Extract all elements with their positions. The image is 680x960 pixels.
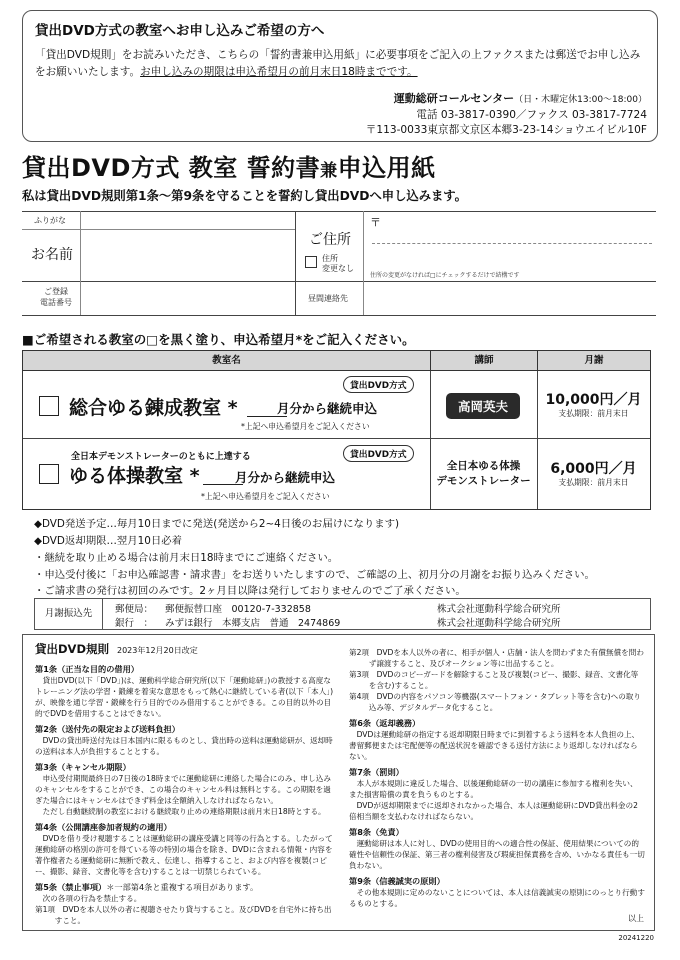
teacher-demonstrator-line2: デモンストレーター <box>436 475 531 487</box>
rules-end: 以上 <box>628 914 644 923</box>
notice-body <box>35 47 647 81</box>
article-5-text: 次の各項の行為を禁止する。 <box>42 894 142 903</box>
bullet-invoice: ・ご請求書の発行は初回のみです。2ヶ月目以降は発行しておりませんのでご了承ください。 <box>34 585 466 597</box>
article-9-heading: 第9条（信義誠実の原則） <box>349 876 445 886</box>
address-note: 住所の変更がなければ□にチェックするだけで結構です <box>370 272 520 279</box>
address-label: ご住所 <box>309 232 351 248</box>
call-center-name: 運動総研コールセンター <box>393 92 515 105</box>
article-5-heading <box>35 882 335 893</box>
article-5-item-4: 第4項 DVDの内容をパソコン等機器(スマートフォン・タブレット等を含む)への取り込み等、デジタルデータ化すること。 <box>349 692 641 712</box>
section-heading: ■ご希望される教室の□を黒く塗り、申込希望月*をご記入ください。 <box>22 332 415 347</box>
teacher-demonstrator-line1: 全日本ゆる体操 <box>446 460 521 472</box>
month-note-yuru: *上記へ申込希望月をご記入ください <box>201 492 330 501</box>
rules-box <box>22 634 655 931</box>
address-unchanged-checkbox[interactable] <box>305 256 317 268</box>
page-title <box>22 148 436 183</box>
class-name-yuru: ゆる体操教室 * <box>69 465 200 487</box>
notice-body-text: 「貸出DVD規則」をお読みいただき、こちらの「誓約書兼申込用紙」に必要事項をご記入の上ファクスまたは郵送でお申し込みをお願いいたします。 <box>35 49 641 78</box>
phone-field[interactable] <box>82 283 293 313</box>
class-table <box>22 350 651 510</box>
article-4-heading: 第4条（公開講座参加者規約の適用） <box>35 822 172 832</box>
payment-bank-holder: 株式会社運動科学総合研究所 <box>437 618 561 629</box>
address-unchanged-line1: 住所 <box>322 254 338 263</box>
teacher-demonstrator <box>430 459 537 489</box>
article-7-heading: 第7条（罰則） <box>349 767 404 777</box>
payment-bank-account: みずほ銀行 本郷支店 普通 2474869 <box>165 618 341 629</box>
payment-due-yuru: 支払期限：前月末日 <box>558 478 629 487</box>
article-3-text-2: ただし自動継続制の教室における継続取り止めの連絡期限は前月末日18時とする。 <box>42 807 326 816</box>
article-8-text: 運動総研は本人に対し、DVDの使用目的への適合性の保証、使用結果についての的確性や信頼性の保証、第三者の権利侵害及び瑕疵担保責務を含め、いかなる責任も一切負わない。 <box>349 839 645 870</box>
name-field[interactable] <box>82 231 293 279</box>
page-title-part3: 申込用紙 <box>337 154 436 182</box>
article-2-text: DVDの貸出時送付先は日本国内に限るものとし、貸出時の送料は運動総研が、返却時の送料は本人が負担することとする。 <box>35 736 333 756</box>
furigana-field[interactable] <box>82 213 293 227</box>
article-1-heading: 第1条（正当な目的の借用） <box>35 664 139 674</box>
notice-deadline: お申し込みの期限は申込希望月の前月末日18時までです。 <box>140 66 418 78</box>
phone-label-line2: 電話番号 <box>40 298 72 307</box>
payment-label: 月謝振込先 <box>35 599 103 629</box>
month-text-yuru: 月分から継続申込 <box>235 470 336 485</box>
article-6-text: DVDは運動総研の指定する返却期限日時までに到着するよう送料を本人負担の上、書留郵便または宅配便等の配送状況を確認できる送付方法により返却しなければならない。 <box>349 730 640 761</box>
article-8-heading: 第8条（免責） <box>349 827 404 837</box>
header-class-name: 教室名 <box>23 351 430 371</box>
rules-right-column <box>349 647 645 909</box>
article-2-heading: 第2条（送付先の限定および送料負担） <box>35 724 180 734</box>
article-5-note: ＊一部第4条と重複する項目があります。 <box>106 882 259 892</box>
article-3-heading: 第3条（キャンセル期限） <box>35 762 131 772</box>
day-contact-field[interactable] <box>366 283 654 313</box>
dvd-badge: 貸出DVD方式 <box>343 445 414 462</box>
article-5-item-1: 第1項 DVDを本人以外の者に視聴させたり貸与すること。及びDVDを自宅外に持ち出すこと。 <box>35 905 332 925</box>
phone-label <box>36 286 76 308</box>
name-label: お名前 <box>31 247 73 263</box>
class-name-sogo: 総合ゆる錬成教室 * <box>69 397 238 419</box>
article-7-text: 本人が本規則に違反した場合、以後運動総研の一切の講座に参加する権利を失い、また損害賠償の責を負うものとする。 <box>349 779 638 799</box>
bullet-payment: ・申込受付後に「お申込確認書・請求書」をお送りいたしますので、ご確認の上、初月分の月謝をお振り込みください。 <box>34 569 595 581</box>
rules-date: 2023年12月20日改定 <box>117 646 198 655</box>
payment-postal-label: 郵便局： <box>115 604 154 615</box>
address-unchanged-line2: 変更なし <box>322 264 354 273</box>
class-checkbox-sogo[interactable] <box>39 396 59 416</box>
article-5-item-3: 第3項 DVDのコピーガードを解除すること及び複製(コピー、撮影、録音、文書化等を含む)すること。 <box>349 670 639 690</box>
class-checkbox-yuru[interactable] <box>39 464 59 484</box>
furigana-label: ふりがな <box>34 216 66 225</box>
article-1-text: 貸出DVD(以下「DVD」)は、運動科学総合研究所(以下「運動総研」)の教授する高度なトレーニング法の学習・鍛練を着実な意思をもって熱心に継続している者(以下「本人」)が、映像を通じ学習・鍛練を行う目的でのみ借用することができる。この目的以外の目的でDVDを借用することはできない。 <box>35 676 334 718</box>
call-center-hours: （日・木曜定休13:00～18:00） <box>514 95 647 105</box>
call-center-tel: 電話 03-3817-0390／ファクス 03-3817-7724 <box>416 109 647 121</box>
notice-title: 貸出DVD方式の教室へお申し込みご希望の方へ <box>35 23 325 39</box>
teacher-badge-takaoka: 高岡英夫 <box>446 393 520 419</box>
notice-box <box>22 10 658 142</box>
day-contact-label: 昼間連絡先 <box>308 294 348 303</box>
page-title-part1: 貸出DVD方式 教室 誓約書 <box>22 154 321 182</box>
dvd-badge: 貸出DVD方式 <box>343 376 414 393</box>
call-center-info <box>366 91 647 138</box>
price-sogo: 10,000円／月 <box>545 392 642 408</box>
bullet-cancel: ・継続を取り止める場合は前月末日18時までにご連絡ください。 <box>34 552 339 564</box>
rules-left-column <box>35 659 335 926</box>
payment-bank-label: 銀行 ： <box>115 618 154 629</box>
price-yuru: 6,000円／月 <box>550 461 637 477</box>
month-text-sogo: 月分から継続申込 <box>277 401 378 416</box>
call-center-address: 〒113-0033東京都文京区本郷3-23-14ショウエイビル10F <box>365 124 647 136</box>
article-4-text: DVDを借り受け視聴することは運動総研の講座受講と同等の行為とする。したがって運動総研の格別の許可を得ている等の特別の場合を除き、DVDに含まれる情報・内容を著作権者たる運動総研に無断で教え、伝達し、指導すること、および内容を複製(コピー、撮影、録音、文書化等を含む)することは一切禁じられている。 <box>35 834 333 876</box>
header-teacher: 講師 <box>430 351 537 371</box>
article-3-text: 申込受付期間最終日の7日後の18時までに運動総研に連絡した場合にのみ、申し込みのキャンセルをすることができ、この場合のキャンセル料は無料とする。この期限を過ぎた場合にはキャンセルはできず料金は全額納入しなければならない。 <box>35 774 331 805</box>
article-6-heading: 第6条（返却義務） <box>349 718 421 728</box>
bullet-dvd-shipping: ◆DVD発送予定…毎月10日までに発送(発送から2~4日後のお届けになります) <box>34 518 400 530</box>
payment-info <box>34 598 651 630</box>
rules-title <box>35 641 198 657</box>
article-9-text: その他本規則に定めのないことについては、本人は信義誠実の原則にのっとり行動するものとする。 <box>349 888 645 908</box>
payment-postal-holder: 株式会社運動科学総合研究所 <box>437 604 561 615</box>
pledge-statement: 私は貸出DVD規則第1条～第9条を守ることを誓約し貸出DVDへ申し込みます。 <box>22 189 467 203</box>
rules-title-text: 貸出DVD規則 <box>35 642 109 656</box>
postal-mark: 〒 <box>370 216 381 229</box>
bullet-dvd-return: ◆DVD返却期限…翌月10日必着 <box>34 535 183 547</box>
article-5-heading-text: 第5条（禁止事項） <box>35 882 107 892</box>
payment-postal-account: 郵便振替口座 00120-7-332858 <box>165 604 311 615</box>
article-5-item-2: 第2項 DVDを本人以外の者に、相手が個人・店舗・法人を問わずまた有償無償を問わず譲渡すること、及びオークション等に出品すること。 <box>349 648 644 668</box>
document-code: 20241220 <box>618 934 654 942</box>
month-note-sogo: *上記へ申込希望月をご記入ください <box>241 422 370 431</box>
phone-label-line1: ご登録 <box>44 287 68 296</box>
address-field[interactable] <box>366 213 654 271</box>
article-7-text-2: DVDが返却期限までに返却されなかった場合、本人は運動総研にDVD貸出料金の2倍相当額を支払わなければならない。 <box>349 801 638 821</box>
class-pre-yuru: 全日本デモンストレーターのともに上達する <box>71 452 251 462</box>
header-fee: 月謝 <box>537 351 650 371</box>
address-unchanged-label <box>322 254 354 274</box>
payment-due-sogo: 支払期限：前月末日 <box>558 409 629 418</box>
page-title-part2: 兼 <box>320 161 338 181</box>
